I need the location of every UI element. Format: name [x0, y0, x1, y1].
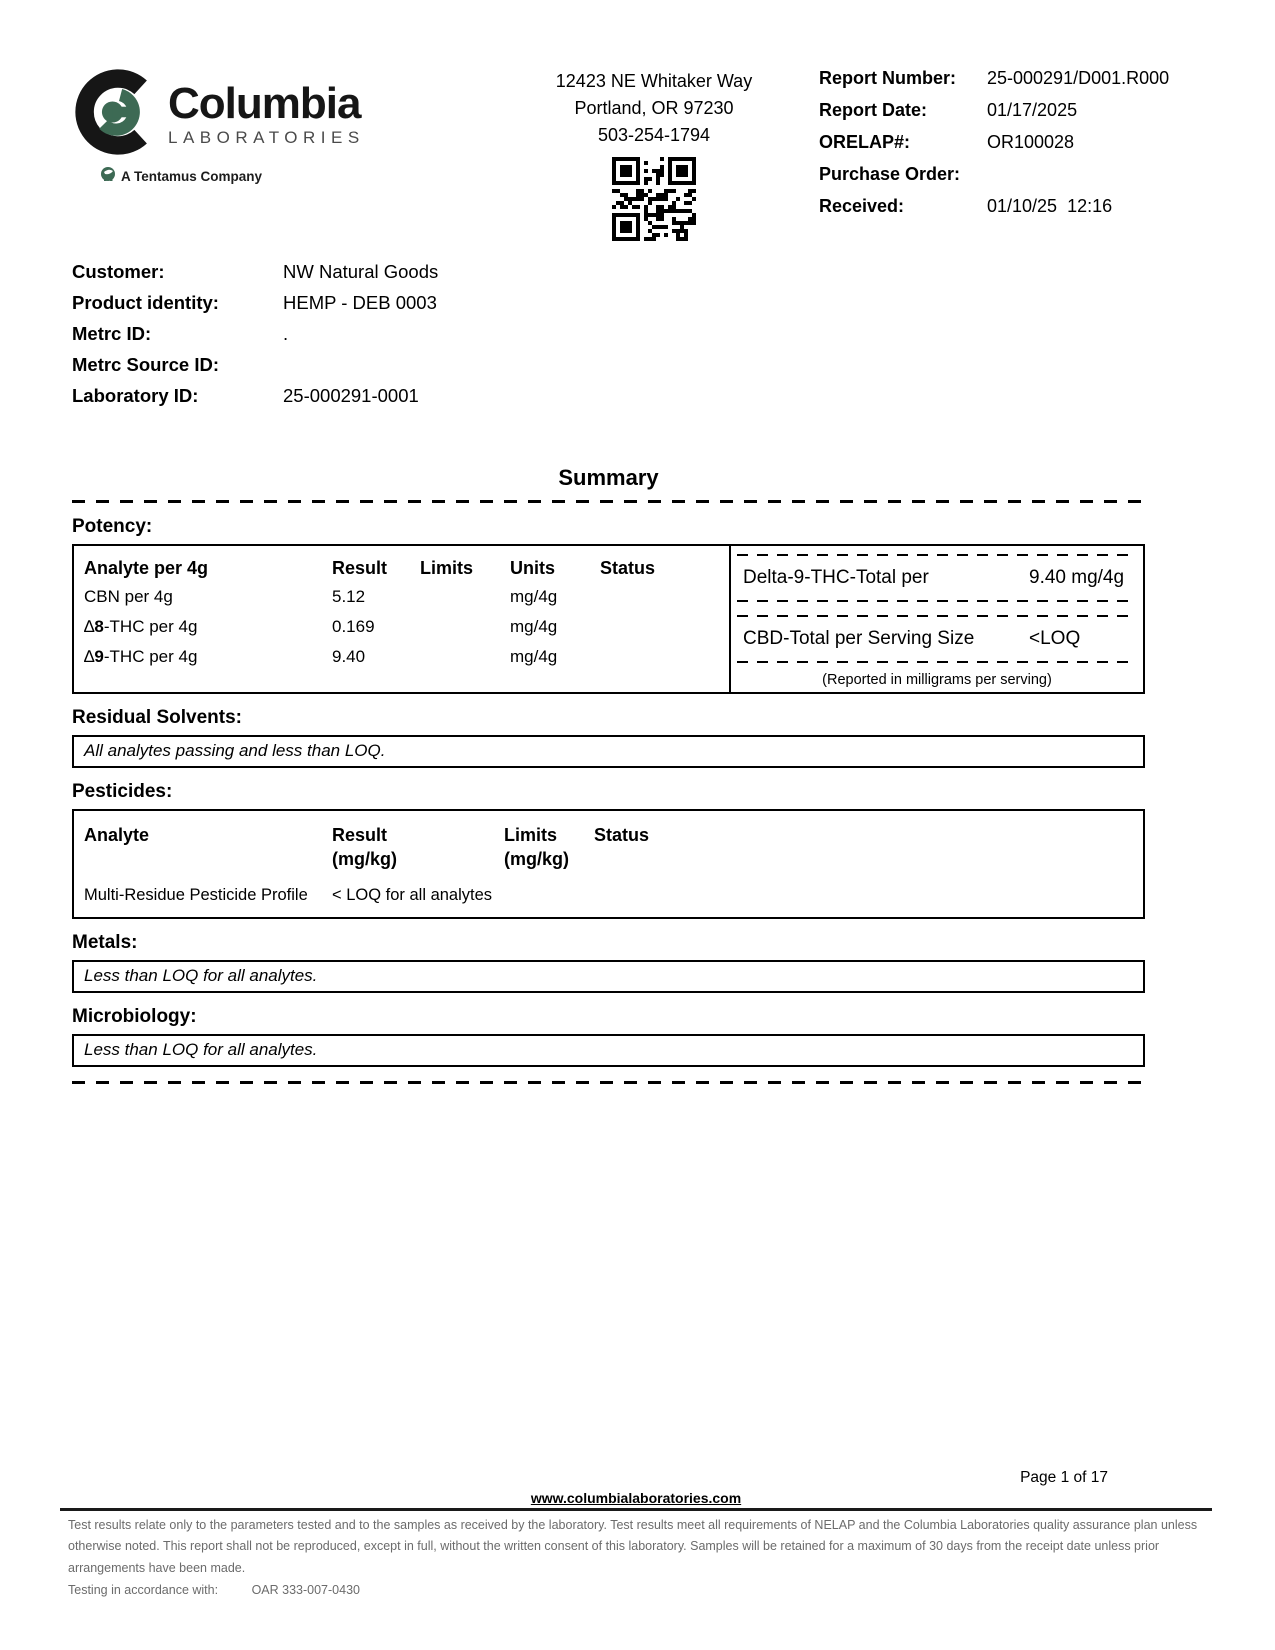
potency-header-result: Result	[332, 558, 388, 578]
potency-header-limits: Limits	[420, 558, 474, 578]
microbiology-section-label: Microbiology:	[72, 1006, 197, 1027]
table-row: ∆8-THC per 4g 0.169 mg/4g	[84, 617, 558, 636]
pesticide-analyte: Multi-Residue Pesticide Profile	[84, 885, 308, 904]
tentamus-icon	[100, 166, 116, 187]
pesticide-status	[594, 886, 1143, 905]
metrc-source-id-label: Metrc Source ID:	[72, 354, 220, 375]
testing-label: Testing in accordance with:	[68, 1583, 219, 1598]
microbiology-statement: Less than LOQ for all analytes.	[72, 1034, 1145, 1067]
customer-label: Customer:	[72, 261, 165, 282]
dashed-divider-bottom	[72, 1081, 1145, 1084]
product-identity-label: Product identity:	[72, 292, 219, 313]
cbd-total-row	[737, 617, 1137, 661]
thc-total-label: Delta-9-THC-Total per	[743, 567, 929, 588]
metals-section-label: Metals:	[72, 932, 138, 953]
report-date-value: 01/17/2025	[987, 100, 1078, 120]
pesticides-section-label: Pesticides:	[72, 781, 173, 802]
cbd-total-value: <LOQ	[1029, 628, 1081, 649]
qr-code	[489, 157, 819, 249]
report-header	[72, 68, 1210, 249]
address-line-1: 12423 NE Whitaker Way	[555, 71, 753, 91]
pesticides-header-limits: Limits (mg/kg)	[504, 825, 569, 870]
potency-box	[72, 544, 1145, 694]
columbia-logo-mark-icon	[72, 68, 160, 161]
dash-line	[737, 661, 1137, 663]
potency-header-status: Status	[600, 558, 656, 578]
metrc-source-id-value	[283, 354, 772, 376]
potency-table	[74, 546, 729, 692]
table-row: ∆9-THC per 4g 9.40 mg/4g	[84, 647, 558, 666]
address-line-2: Portland, OR 97230	[574, 98, 734, 118]
testing-value: OAR 333-007-0430	[251, 1583, 360, 1598]
lab-address	[489, 68, 819, 249]
purchase-order-label: Purchase Order:	[819, 164, 961, 184]
potency-header-units: Units	[510, 558, 555, 578]
website-link[interactable]: www.columbialaboratories.com	[530, 1489, 742, 1506]
metrc-id-label: Metrc ID:	[72, 323, 152, 344]
cbd-total-label: CBD-Total per Serving Size	[743, 628, 975, 649]
thc-total-row	[737, 556, 1137, 600]
pesticides-header-analyte: Analyte	[84, 825, 150, 845]
totals-note: (Reported in milligrams per serving)	[822, 672, 1052, 688]
thc-total-value: 9.40 mg/4g	[1029, 567, 1125, 588]
page-number: Page 1 of 17	[1020, 1468, 1108, 1486]
orelap-label: ORELAP#:	[819, 132, 911, 152]
purchase-order-value	[987, 164, 1210, 185]
brand-tagline: A Tentamus Company	[121, 169, 263, 184]
columbia-logo	[72, 68, 447, 249]
testing-accordance-row	[60, 1580, 1212, 1602]
potency-totals-panel	[731, 546, 1143, 692]
received-value: 01/10/25 12:16	[987, 196, 1113, 216]
report-info	[819, 68, 1210, 249]
brand-subtitle: LABORATORIES	[168, 127, 365, 147]
pesticides-header-result: Result (mg/kg)	[332, 825, 397, 870]
report-number-value: 25-000291/D001.R000	[987, 68, 1170, 88]
metrc-id-value: .	[283, 323, 289, 344]
summary-title: Summary	[558, 465, 659, 490]
potency-header-analyte: Analyte per 4g	[84, 558, 209, 578]
pesticides-box	[72, 809, 1145, 919]
table-row: CBN per 4g 5.12 mg/4g	[84, 587, 558, 606]
residual-solvents-section-label: Residual Solvents:	[72, 707, 242, 728]
pesticides-header-status: Status	[594, 825, 650, 845]
brand-name: Columbia	[168, 78, 361, 128]
potency-section-label: Potency:	[72, 516, 153, 537]
dashed-divider-top	[72, 500, 1145, 503]
pesticide-result: < LOQ for all analytes	[332, 885, 493, 904]
sample-info	[72, 261, 772, 407]
footer-rule	[60, 1508, 1212, 1511]
disclaimer-text: Test results relate only to the parameters tested and to the samples as received by the laboratory. Test results meet all requirements of NELAP and the Columbia Laboratories quality assurance plan unless otherwise noted. This report shall not be reproduced, except in full, without the written consent of this laboratory. Samples will be retained for a maximum of 30 days from the receipt date unless prior arrangements have been made.	[68, 1517, 1198, 1576]
address-phone: 503-254-1794	[597, 125, 711, 145]
received-label: Received:	[819, 196, 905, 216]
laboratory-id-label: Laboratory ID:	[72, 385, 199, 406]
pesticide-limits	[504, 886, 594, 905]
orelap-value: OR100028	[987, 132, 1075, 152]
residual-solvents-statement: All analytes passing and less than LOQ.	[72, 735, 1145, 768]
product-identity-value: HEMP - DEB 0003	[283, 292, 437, 313]
table-row	[84, 886, 1143, 905]
laboratory-id-value: 25-000291-0001	[283, 385, 419, 406]
report-footer	[60, 1469, 1212, 1603]
metals-statement: Less than LOQ for all analytes.	[72, 960, 1145, 993]
customer-value: NW Natural Goods	[283, 261, 439, 282]
report-date-label: Report Date:	[819, 100, 928, 120]
report-number-label: Report Number:	[819, 68, 957, 88]
